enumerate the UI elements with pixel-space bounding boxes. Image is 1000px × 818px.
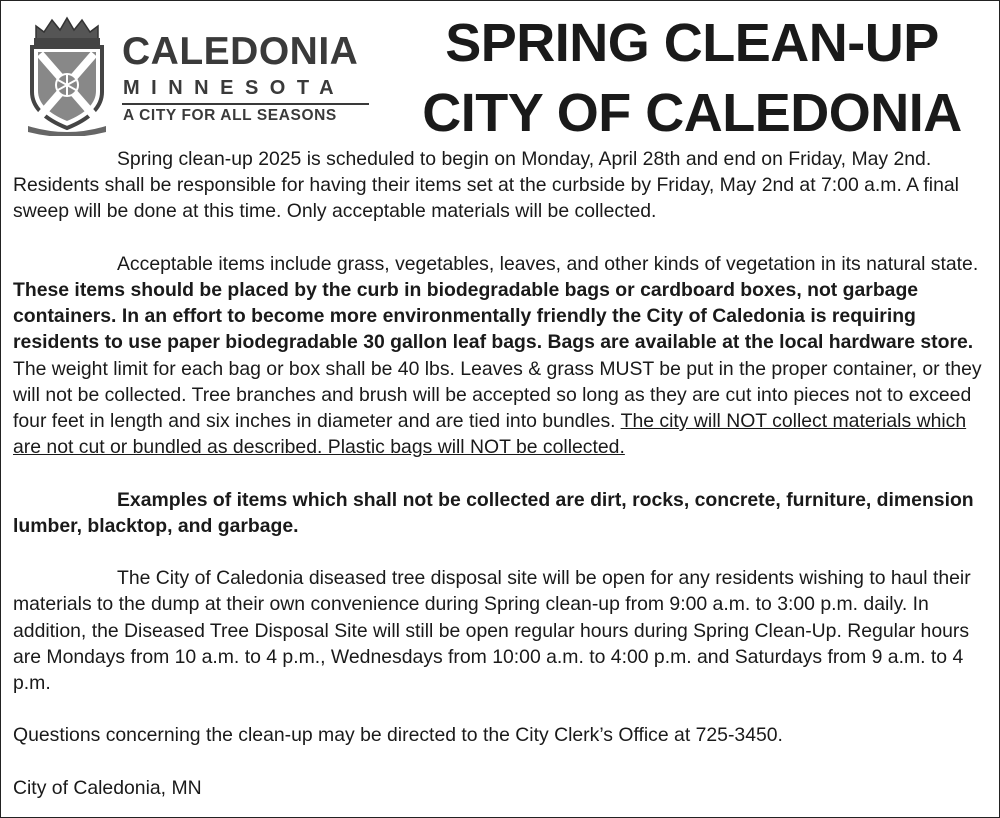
logo-state-name: MINNESOTA: [123, 77, 346, 99]
title-line-1: SPRING CLEAN-UP: [445, 13, 939, 73]
paragraph-excluded-items: [13, 487, 985, 539]
logo-city-name: CALEDONIA: [122, 30, 359, 73]
acceptable-warning: The city will NOT collect materials which are not cut or bundled as described. Plastic bags will NOT be collected.: [13, 410, 967, 459]
acceptable-intro: Acceptable items include grass, vegetables, leaves, and other kinds of vegetation in its natural state.: [117, 252, 979, 275]
paragraph-disposal-site: [13, 565, 985, 696]
excluded-items-text: Examples of items which shall not be collected are dirt, rocks, concrete, furniture, dimension lumber, blacktop, and garbage.: [13, 488, 974, 537]
acceptable-details: The weight limit for each bag or box shall be 40 lbs. Leaves & grass MUST be put in the proper container, or they will not be collected. Tree branches and brush will be accepted so long as they are cut into pieces not to exceed four feet in length and six inches in diameter and are tied into bundles.: [13, 357, 982, 433]
paragraph-acceptable-items: [13, 251, 985, 461]
notice-header: [0, 0, 1000, 148]
paragraph-questions: Questions concerning the clean-up may be directed to the City Clerk’s Office at 725-3450.: [13, 724, 783, 747]
title-line-2: CITY OF CALEDONIA: [422, 83, 962, 143]
city-crest-icon: [22, 14, 112, 136]
disposal-site-text: The City of Caledonia diseased tree disposal site will be open for any residents wishing to haul their materials to the dump at their own convenience during Spring clean-up from 9:00 a.m. to 3:00 p.m. daily. In addition, the Diseased Tree Disposal Site will still be open regular hours during Spring Clean-Up. Regular hours are Mondays from 10 a.m. to 4 p.m., Wednesdays from 10:00 a.m. to 4:00 p.m. and Saturdays from 9 a.m. to 4 p.m.: [13, 567, 971, 695]
signature: City of Caledonia, MN: [13, 776, 202, 799]
acceptable-bold: These items should be placed by the curb in biodegradable bags or cardboard boxes, not garbage containers. In an effort to become more environmentally friendly the City of Caledonia is requiring residents to use paper biodegradable 30 gallon leaf bags. Bags are available at the local hardware store.: [13, 279, 974, 354]
city-logo: [22, 14, 372, 136]
logo-tagline: A CITY FOR ALL SEASONS: [123, 107, 337, 124]
schedule-text: Spring clean-up 2025 is scheduled to begin on Monday, April 28th and end on Friday, May 2nd. Residents shall be responsible for having their items set at the curbside by Friday, May 2nd at 7:00 a.m. A final sweep will be done at this time. Only acceptable materials will be collected.: [13, 148, 959, 223]
logo-divider: [122, 103, 369, 105]
paragraph-schedule: [13, 146, 985, 225]
notice-body: [13, 146, 985, 801]
notice-title: [392, 8, 992, 148]
